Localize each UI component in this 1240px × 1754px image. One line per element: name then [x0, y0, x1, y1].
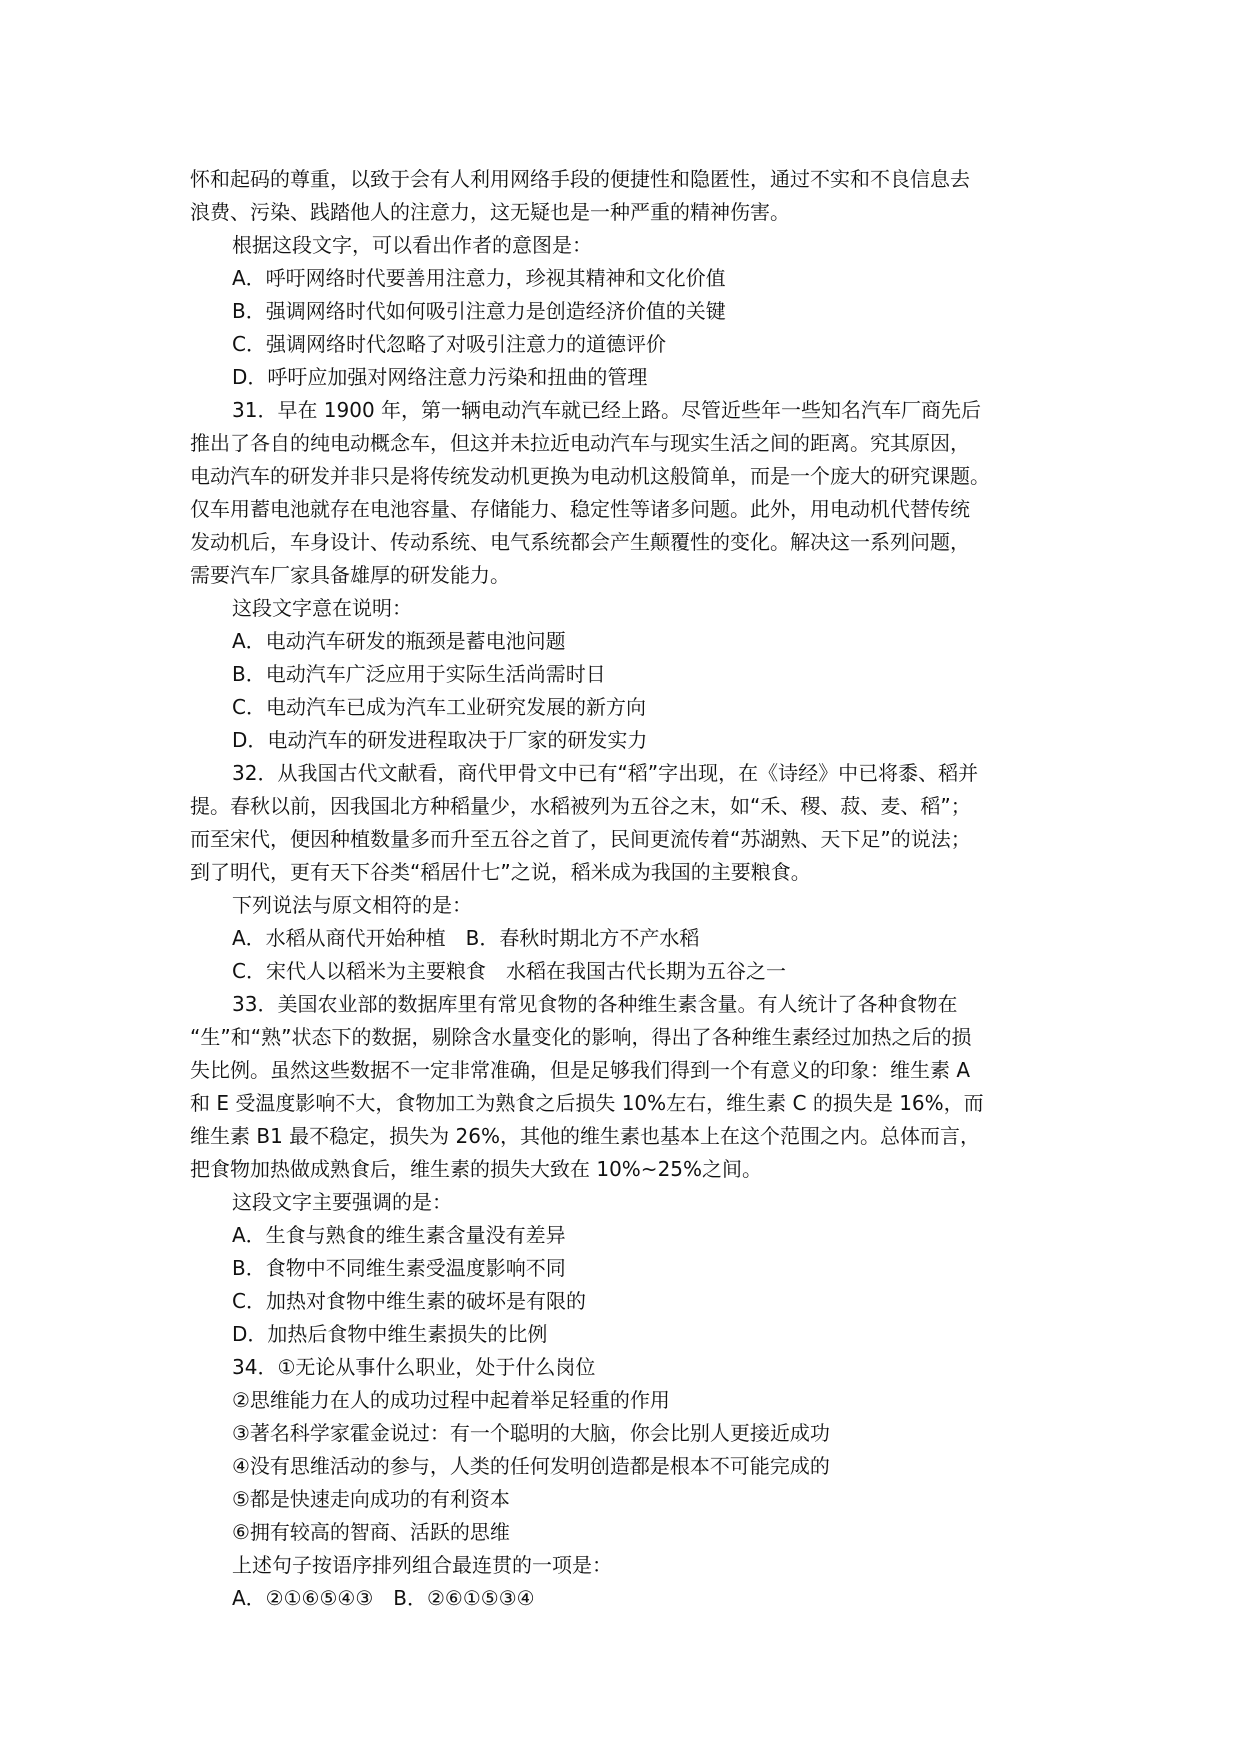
- text-line: 下列说法与原文相符的是：: [232, 893, 472, 917]
- text-line: 浪费、污染、践踏他人的注意力，这无疑也是一种严重的精神伤害。: [190, 200, 790, 224]
- text-line: 33．美国农业部的数据库里有常见食物的各种维生素含量。有人统计了各种食物在: [232, 992, 958, 1016]
- text-line: A．电动汽车研发的瓶颈是蓄电池问题: [232, 629, 566, 653]
- text-line: 上述句子按语序排列组合最连贯的一项是：: [232, 1553, 612, 1577]
- text-line: ⑤都是快速走向成功的有利资本: [232, 1487, 510, 1511]
- text-line: B．电动汽车广泛应用于实际生活尚需时日: [232, 662, 606, 686]
- text-line: D．加热后食物中维生素损失的比例: [232, 1322, 548, 1346]
- text-line: 把食物加热做成熟食后，维生素的损失大致在 10%~25%之间。: [190, 1157, 763, 1181]
- document-body: [190, 163, 1060, 1615]
- text-line: 而至宋代，便因种植数量多而升至五谷之首了，民间更流传着“苏湖熟、天下足”的说法；: [190, 827, 971, 851]
- text-line: A．水稻从商代开始种植 B．春秋时期北方不产水稻: [232, 926, 700, 950]
- text-line: ③著名科学家霍金说过：有一个聪明的大脑，你会比别人更接近成功: [232, 1421, 830, 1445]
- text-line: C．强调网络时代忽略了对吸引注意力的道德评价: [232, 332, 666, 356]
- text-line: ②思维能力在人的成功过程中起着举足轻重的作用: [232, 1388, 670, 1412]
- text-line: 提。春秋以前，因我国北方种稻量少，水稻被列为五谷之末，如“禾、稷、菽、麦、稻”；: [190, 794, 971, 818]
- text-line: 失比例。虽然这些数据不一定非常准确，但是足够我们得到一个有意义的印象：维生素 A: [190, 1058, 971, 1082]
- text-line: C．加热对食物中维生素的破坏是有限的: [232, 1289, 586, 1313]
- text-line: 31．早在 1900 年，第一辆电动汽车就已经上路。尽管近些年一些知名汽车厂商先后: [232, 398, 982, 422]
- text-line: 电动汽车的研发并非只是将传统发动机更换为电动机这般简单，而是一个庞大的研究课题。: [190, 464, 990, 488]
- text-line: ⑥拥有较高的智商、活跃的思维: [232, 1520, 510, 1544]
- text-line: D．呼吁应加强对网络注意力污染和扭曲的管理: [232, 365, 648, 389]
- text-line: D．电动汽车的研发进程取决于厂家的研发实力: [232, 728, 648, 752]
- text-line: 推出了各自的纯电动概念车，但这并未拉近电动汽车与现实生活之间的距离。究其原因，: [190, 431, 970, 455]
- text-line: 到了明代，更有天下谷类“稻居什七”之说，稻米成为我国的主要粮食。: [190, 860, 811, 884]
- text-line: C．电动汽车已成为汽车工业研究发展的新方向: [232, 695, 646, 719]
- text-line: 需要汽车厂家具备雄厚的研发能力。: [190, 563, 510, 587]
- text-line: ④没有思维活动的参与，人类的任何发明创造都是根本不可能完成的: [232, 1454, 830, 1478]
- text-line: 32．从我国古代文献看，商代甲骨文中已有“稻”字出现，在《诗经》中已将黍、稻并: [232, 761, 979, 785]
- text-line: 发动机后，车身设计、传动系统、电气系统都会产生颠覆性的变化。解决这一系列问题，: [190, 530, 970, 554]
- text-line: “生”和“熟”状态下的数据，剔除含水量变化的影响，得出了各种维生素经过加热之后的损: [190, 1025, 972, 1049]
- text-line: 这段文字主要强调的是：: [232, 1190, 452, 1214]
- text-line: A．呼吁网络时代要善用注意力，珍视其精神和文化价值: [232, 266, 726, 290]
- text-line: 这段文字意在说明：: [232, 596, 412, 620]
- text-line: 仅车用蓄电池就存在电池容量、存储能力、稳定性等诸多问题。此外，用电动机代替传统: [190, 497, 970, 521]
- text-line: 维生素 B1 最不稳定，损失为 26%，其他的维生素也基本上在这个范围之内。总体而言，: [190, 1124, 980, 1148]
- text-line: B．食物中不同维生素受温度影响不同: [232, 1256, 566, 1280]
- text-line: 34．①无论从事什么职业，处于什么岗位: [232, 1355, 596, 1379]
- text-line: 怀和起码的尊重，以致于会有人利用网络手段的便捷性和隐匿性，通过不实和不良信息去: [190, 167, 970, 191]
- text-line: A．②①⑥⑤④③ B．②⑥①⑤③④: [232, 1586, 535, 1610]
- text-line: C．宋代人以稻米为主要粮食 水稻在我国古代长期为五谷之一: [232, 959, 786, 983]
- text-line: 和 E 受温度影响不大，食物加工为熟食之后损失 10%左右，维生素 C 的损失是 16%，而: [190, 1091, 984, 1115]
- text-line: B．强调网络时代如何吸引注意力是创造经济价值的关键: [232, 299, 726, 323]
- text-line: A．生食与熟食的维生素含量没有差异: [232, 1223, 566, 1247]
- text-line: 根据这段文字，可以看出作者的意图是：: [232, 233, 592, 257]
